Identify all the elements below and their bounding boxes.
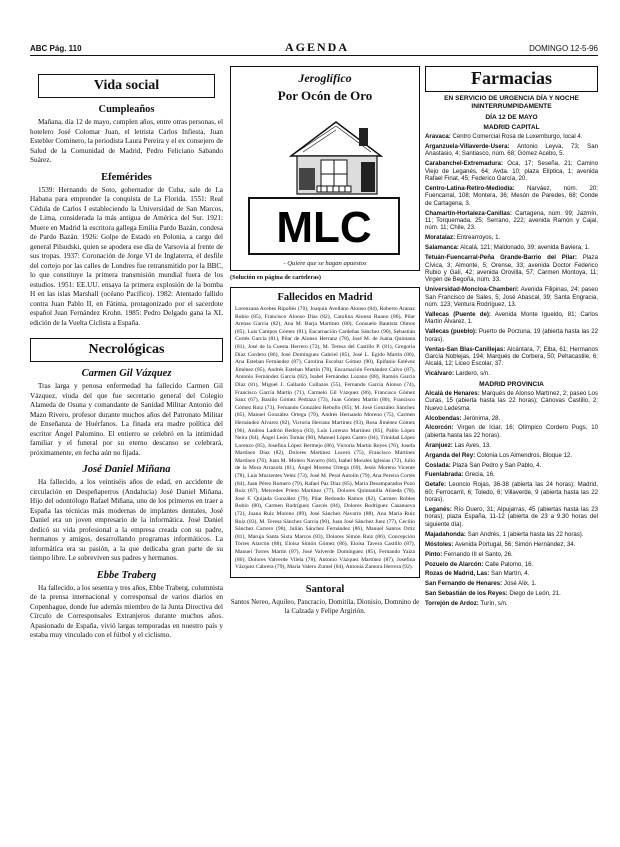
farmacia-location: Móstoles: <box>425 540 454 548</box>
farmacia-location: Coslada: <box>425 461 451 469</box>
farmacia-entry <box>425 244 598 251</box>
farmacia-address: Jerónima, 28. <box>463 414 501 422</box>
farmacia-address: Cartagena, núm. 99; Jazmín, 11; Torquemada, 25; Serrano, 222; avenida Ramón y Cajal, núm. 11; Chile, 23. <box>425 209 598 232</box>
page-header <box>30 40 598 56</box>
jeroglifico-letters: MLC <box>276 203 372 252</box>
farmacia-address: Avenida Filipinas, 24; paseo San Francisco de Sales, 5; José Abascal, 39; Santa Engracia, núm. 123; Ventura Rodríguez, 13. <box>425 286 598 309</box>
farmacia-address: Alcalá, 121; Maldonado, 39; avenida Baviera, 1. <box>460 244 590 252</box>
farmacia-entry <box>425 311 598 326</box>
farmacia-location: Alcobendas: <box>425 414 462 422</box>
farmacia-entry <box>425 143 598 158</box>
farmacia-address: Grecia, 16. <box>464 471 495 479</box>
farmacia-location: Salamanca: <box>425 244 459 252</box>
farmacia-address: Leoncio Rojas, 36-38 (abierta las 24 horas); Madrid, 60; Ferrocarril, 6; Toledo, 6; Villaverde, 9 (abierta hasta las 22 horas). <box>425 481 598 504</box>
obituary-name: Carmen Gil Vázquez <box>81 368 172 379</box>
farmacia-entry <box>425 185 598 207</box>
farmacia-address: Colonia Los Almendros, Bloque 12. <box>476 451 573 459</box>
farmacia-location: Aravaca: <box>425 133 451 140</box>
farmacia-location: Tetuán-Fuencarral-Peña Grande-Barrio del Pilar: <box>425 254 577 262</box>
santoral-title: Santoral <box>305 583 345 595</box>
farmacia-entry <box>425 415 598 422</box>
farmacia-location: Arganzuela-Villaverde-Usera: <box>425 142 510 150</box>
farmacia-entry <box>425 452 598 459</box>
farmacia-entry <box>425 506 598 528</box>
farmacia-address: Marqués de Alonso Martínez, 2; paseo Los Curas, 15 (abierta hasta las 22 horas); Cánovas Castillo, 2; Nuevo Ledesma. <box>425 389 598 412</box>
farmacia-entry <box>425 481 598 503</box>
necrologicas-heading: Necrológicas <box>30 338 223 362</box>
farmacia-location: Chamartín-Hortaleza-Canillas: <box>425 209 513 217</box>
jeroglifico-house-illustration <box>231 108 417 258</box>
farmacia-location: Leganés: <box>425 506 452 514</box>
fallecidos-list: Lorenzana Acebes Ripollés (70), Joaquín Avellano Alonso (84), Roberto Aranaz Rubio (85), Francisco Alonso Dias (82), Carolina Alonso Ruano (86), Pilar Arenas García (82), Ana M. Barja Martínez (80), Consuelo Bautista Olmos (85), Luis Campos Gómez (81), Encarnación Cardeñas Sánchez (90), Sebastián Cortés García (81), Pilar de Alonso Herranz (78), José M. de Juana Quintana (81), José de la Cuesta Herrero (72), M. Teresa del Castillo P. (81), Gregoria Díaz Cordero (86), José Domínguez Gabriel (85), José L. Egido Martín (86), Ana Esteban Fernández (87), Carolina Escobar Gómez (90), Epifanio Estévez Jiménez (85), Andrés Esteban Martín (78), Encarnación Fernández Calvo (87), Antonio Fernández García (82), Isabel Fernández Lozano (88), Ramón García Díaz (81), Miguel J. Gallardo Collazos (55), Fernando García Alonso (74), Francisco García Martín (71), Carmelo Gil Vázquez (86), Francisco Gómez Sanz (67), Basilio Gómez Pedraza (73), Juan Gómez Martín (80), Francisco Gómez Ruiz (73), Fernando González Rebollo (85), M. José González Sánchez (85), Manuel González Ortega (79), Andrés Hernando Moreno (75), Carmen Hernández Alvarez (82), Victoria Herranz Martínez (93), Rosa Jiménez Gómez (96), Andrea Ladrón Bedoya (83), Luis Lorenzo Martínez (85), Pablo López Neira (84), Ángel León Tomás (90), Manuel López Castro (84), Trinidad López Lorenzo (85), Josefina López Bermejo (86), Victoria Martín Reyes (76), Josefa Martínez Díaz (82), Dolores Martínez Lucero (75), Francisco Martínez Martínez (76), Juan M. Molero Navarro (84), Isabel Morales Iglesias (72), Julio de la Mora Arrazola (81), Ángel Moreno Ortega (69), Jesús Moreno Vicente (78), Luis Mucientes Velez (73), José M. Peral Antolín (79), Ana Pereira Cortés (84), Juan Pérez Romero (79), Rafael Paz Díaz (85), María Desamparados Pozo Ruiz (87), Mercedes Prieto Martínez (77), Dolores Quintanilla Aliseda (78), José F. Quijada González (79), Pilar Redondo Ramos (82), Carmen Robles Rubio (80), Carmen Rodríguez Garcés (84), Dolores Rodríguez Casanueva (72), Juana Ruiz Moreno (89), José Sánchez Navarro (88), Ana María Ruiz Ruiz (83), M. Teresa Sánchez García (90), Juan José Sánchez Juez (77), Cecilio Sánchez Carrero (98), Julián Sánchez Fernández (86), Manuel Santos Ortiz (81), Maruja Santa Sixta Marcos (83), Dolores Simón Ruiz (86), Concepción Torres Alarcón (88), Eloísa Simón Gómez (86), Eloísa Tavera Castillo (87), Manuel Torres Martín (87), José Valverde Domínguez (85), Fernando Yaiza (86), Dolores Valverde Vilela (78), Antonio Vázquez Martínez (87), Josefina Vázquez Cabrera (79), María Valero Zumel (84), Antonia Zamora Herrera (92). <box>235 306 415 571</box>
efemerides-title: Efemérides <box>101 171 152 183</box>
vida-social-heading: Vida social <box>38 74 215 98</box>
farmacia-address: Avenida Portugal, 56; Simón Hernández, 34. <box>454 540 576 548</box>
farmacia-address: Fernando III el Santo, 26. <box>443 550 513 558</box>
farmacia-address: Las Aves, 13. <box>454 441 491 449</box>
obituary-text: Tras larga y penosa enfermedad ha fallecido Carmen Gil Vázquez, viuda del que fue secretario general del Colegio Alameda de Osuna y comandante de Sanidad Militar Antonio del Mazo Rivero, profesor durante muchos años del Patronato Militar de Enseñanza de Huérfanos. La finada era madre política del escritor Ángel Palomino. El entierro se celebró en la intimidad familiar y el funeral por su eterno descanso se celebrará, próximamente, en fecha aún no fijada. <box>30 382 223 457</box>
farmacia-location: Pozuelo de Alarcón: <box>425 560 484 568</box>
farmacia-address: José Alix, 1. <box>503 580 537 588</box>
farmacia-entry <box>425 541 598 548</box>
farmacias-service: EN SERVICIO DE URGENCIA DÍA Y NOCHE ININTERRUMPIDAMENTE <box>444 95 579 110</box>
farmacia-entry <box>425 424 598 439</box>
santoral-text: Santos Nereo, Aquileo, Pancracio, Domitila, Dionisio, Domnino de la Calzada y Felipe Argirión. <box>230 597 420 616</box>
farmacia-address: Turín, s/n. <box>480 600 508 608</box>
farmacia-location: Universidad-Moncloa-Chamberí: <box>425 286 519 294</box>
farmacia-location: Aranjuez: <box>425 441 453 449</box>
jeroglifico-title: Jeroglífico <box>298 71 352 85</box>
cumpleanos-text: Mañana, día 12 de mayo, cumplen años, entre otras personas, el hotelero José Colomar Juan, el letrista Carlos Infiesta, Juan Estebler Cominero, la periodista Laura Pereira y el ex consejero de Salud de la Comunidad de Madrid, Pedro Feliciano Sabando Suárez. <box>30 118 223 164</box>
farmacia-address: Lardero, s/n. <box>455 370 490 378</box>
column-jeroglifico-fallecidos <box>230 66 420 836</box>
farmacia-entry <box>425 160 598 182</box>
farmacia-location: Alcorcón: <box>425 424 454 432</box>
farmacia-entry <box>425 531 598 538</box>
farmacia-entry <box>425 234 598 241</box>
obituary-name: Ebbe Traberg <box>96 569 157 581</box>
farmacia-entry <box>425 551 598 558</box>
farmacia-location: Majadahonda: <box>425 530 466 538</box>
farmacia-location: Ventas-San Blas-Canillejas: <box>425 345 506 353</box>
farmacias-date: DÍA 12 DE MAYO <box>485 114 538 121</box>
farmacia-location: Vallecas (Puente de): <box>425 311 491 319</box>
column-farmacias <box>425 66 598 836</box>
farmacias-zone-capital: MADRID CAPITAL <box>483 124 540 131</box>
farmacias-list-provincia <box>425 390 598 608</box>
cumpleanos-title: Cumpleaños <box>98 104 155 115</box>
fallecidos-box <box>230 287 420 578</box>
farmacia-location: San Sebastián de los Reyes: <box>425 590 508 598</box>
farmacia-address: Plaza Cívica, 3; Almonte, 5; Orense, 33; avenida Doctor Federico Rubio y Galí, 42; avenida Orovilla, 57; Carmen Montoya, 11; Virgen de Begoña, núm. 33. <box>425 254 598 284</box>
farmacia-entry <box>425 254 598 284</box>
farmacia-address: Alcántara, 7; Elba, 61; Hermanos García Noblejas, 194; Marqués de Corbera, 50; Pehacastile, 6; Alcalá, 12; Liceo Escolar, 37. <box>425 345 598 368</box>
farmacia-address: Puerto de Porzuna, 19 (abierta hasta las 22 horas). <box>425 328 598 343</box>
farmacias-list-capital <box>425 133 598 378</box>
farmacia-address: Centro Comercial Rosa de Luxemburgo, local 4. <box>452 133 583 140</box>
farmacia-address: Calle Palomo, 16. <box>485 560 534 568</box>
farmacia-location: Fuenlabrada: <box>425 471 464 479</box>
farmacia-entry <box>425 286 598 308</box>
farmacia-location: Moratalaz: <box>425 234 456 242</box>
farmacia-entry <box>425 471 598 478</box>
farmacia-entry <box>425 133 598 140</box>
farmacia-address: Plaza San Pedro y San Pablo, 4. <box>452 461 542 469</box>
farmacia-entry <box>425 570 598 577</box>
farmacia-location: Vicálvaro: <box>425 370 455 378</box>
obituary-text: Ha fallecido, a los sesenta y tres años, Ebbe Traberg, columnista de la prensa internacional y corresponsal de varios diarios en Copenhague, donde fue además miembro de la Junta Directiva del Círculo de Corresponsales Extranjeros durante muchos años. Apasionado de España, vivió largas temporadas en nuestro país y estaba muy vinculado con el fútbol y el ciclismo. <box>30 583 223 639</box>
header-date: DOMINGO 12-5-96 <box>529 44 598 53</box>
farmacia-address: Oca, 17; Seseña, 21; Camino Viejo de Leganés, 64; Avda. 10; plaza Elíptica, 1; avenida Rafael Finat, 45; Federico García, 20. <box>425 160 598 183</box>
farmacia-location: Torrejón de Ardoz: <box>425 600 479 608</box>
header-section-title: AGENDA <box>285 40 350 54</box>
farmacia-entry <box>425 328 598 343</box>
farmacia-location: Pinto: <box>425 550 443 558</box>
farmacia-entry <box>425 561 598 568</box>
fallecidos-title: Fallecidos en Madrid <box>277 292 373 303</box>
farmacia-address: Virgen de Iciar, 16; Olímpico Cordero Pugs, 10 (abierta hasta las 22 horas). <box>425 424 598 439</box>
farmacia-address: Diego de León, 21. <box>509 590 561 598</box>
farmacia-entry <box>425 462 598 469</box>
farmacia-location: San Fernando de Henares: <box>425 580 503 588</box>
farmacia-location: Vallecas (pueblo): <box>425 328 477 336</box>
farmacia-location: Alcalá de Henares: <box>425 389 480 397</box>
farmacia-entry <box>425 390 598 412</box>
farmacia-address: Narváez, núm. 20; Fuencarral, 108; Montera, 36; Mesón de Paredes, 68; Conde de Cartagena, 3. <box>425 184 598 207</box>
farmacia-address: San Martín, 4. <box>491 570 530 578</box>
farmacia-address: Antonio Leyva, 73; San Anastasio, 4; Santiasco, núm. 68; Gómez Acebo, 5. <box>425 142 598 158</box>
header-page-ref: ABC Pág. 110 <box>30 44 82 53</box>
farmacia-address: Avenida Monte Igueldo, 81; Carlos Martín Álvarez, 1. <box>425 311 598 326</box>
farmacia-address: San Andrés, 1 (abierta hasta las 22 horas). <box>467 530 584 538</box>
efemerides-text: 1539: Hernando de Soto, gobernador de Cuba, sale de La Habana para emprender la conquista de La Florida. 1551: Real Cédula de Carlos I estableciendo la Universidad de San Marcos, de Lima, considerada la más antigua de América del Sur. 1921: Muere en Madrid la escritora gallega Emilia Pardo Bazán, condesa de Pardo Bazán. 1926: Golpe de Estado en Polonia, a cargo del general Pilsudski, quien se apodera ese día de Varsovia al frente de sus tropas. 1937: Coronación de Jorge VI de Inglaterra, el desfile del cortejo por las calles de Londres fue retransmitido por la BBC, lo que constituye la primera transmisión mundial fuera de los estudios. 1951: EE.UU. ensaya la primera explosión de la bomba H en las islas Marshall (océano Pacífico). 1982: Atentado fallido contra Juan Pablo II, en Fátima, protagonizado por el sacerdote español Juan Fernández Krohn. 1985: Pedro Delgado gana la XL edición de la Vuelta Ciclista a España. <box>30 185 223 327</box>
farmacia-entry <box>425 210 598 232</box>
column-social-necrologicas <box>30 66 223 836</box>
farmacia-location: Rozas de Madrid, Las: <box>425 570 490 578</box>
farmacia-location: Carabanchel-Extremadura: <box>425 160 503 168</box>
farmacia-location: Arganda del Rey: <box>425 451 476 459</box>
farmacias-zone-provincia: MADRID PROVINCIA <box>479 380 544 388</box>
obituary-name: José Daniel Miñana <box>82 464 171 475</box>
farmacia-entry <box>425 580 598 587</box>
farmacia-location: Getafe: <box>425 481 446 489</box>
farmacia-entry <box>425 346 598 368</box>
farmacia-location: Centro-Latina-Retiro-Mediodía: <box>425 184 515 192</box>
farmacia-address: Río Duero, 31; Alpujarras, 45 (abiertas hasta las 23 horas); plaza España, 11-12 (abierta de 23 a 9.30 horas del siguiente día). <box>425 506 598 528</box>
jeroglifico-solution: (Solución en página de carteleras) <box>230 274 321 281</box>
jeroglifico-caption: - Quiere que se hagan apuestos <box>283 260 367 267</box>
farmacia-entry <box>425 590 598 597</box>
farmacia-entry <box>425 600 598 607</box>
obituary-text: Ha fallecido, a los veintiséis años de edad, en accidente de circulación en Despeñaperros (Andalucía) José Daniel Miñana. Hijo del odontólogo Rafael Miñana, uno de los primeros en traer a España las técnicas más modernas de implantes dentales, José Daniel era un joven empresario de la informática. José Daniel dedicó su vida profesional a la empresa creada con su padre, hermanos y amigos, desarrollando programas informáticos. La informática era su pasión, a la que dedicaba gran parte de su tiempo libre. Le sobreviven sus padres y hermanos. <box>30 478 223 562</box>
farmacias-heading: Farmacias <box>425 66 598 92</box>
farmacia-entry <box>425 442 598 449</box>
farmacia-address: Entrearroyos, 1. <box>456 234 501 242</box>
jeroglifico-author: Por Ocón de Oro <box>277 88 373 103</box>
jeroglifico-box <box>230 66 420 271</box>
farmacia-entry <box>425 370 598 377</box>
